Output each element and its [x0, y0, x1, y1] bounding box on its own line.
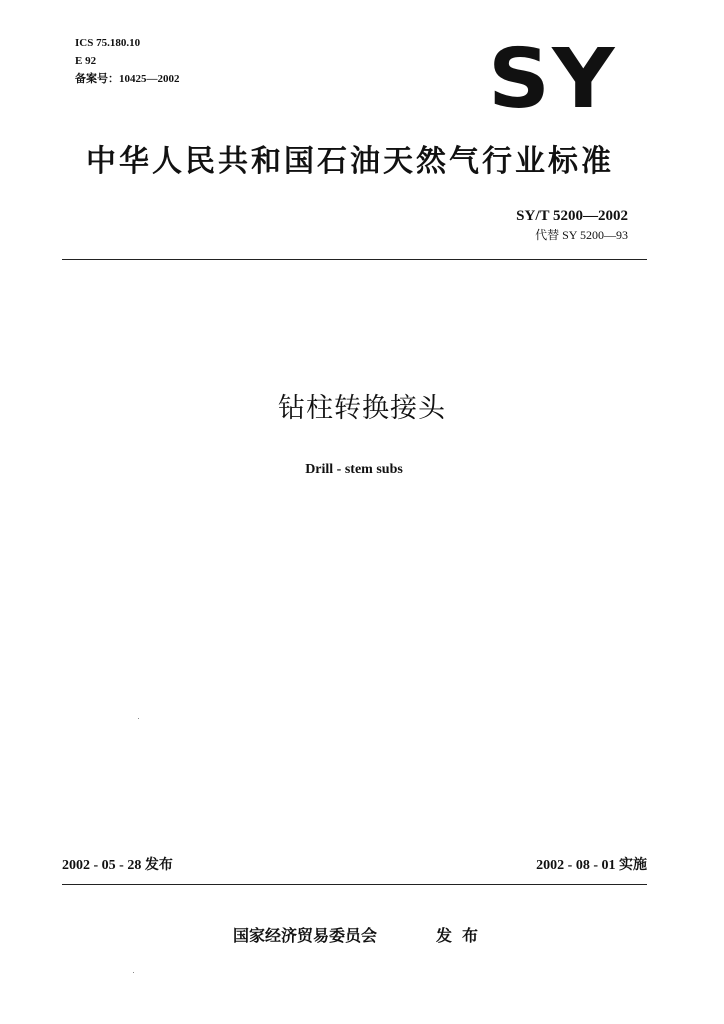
bottom-divider: [62, 884, 647, 885]
issuing-action: 发布: [436, 926, 489, 945]
replaces-standard: 代替 SY 5200—93: [535, 228, 628, 242]
top-divider: [62, 259, 647, 260]
document-title: 钻柱转换接头: [278, 393, 446, 424]
effective-date: 2002 - 08 - 01 实施: [536, 858, 647, 873]
record-number: 备案号：10425—2002: [75, 73, 180, 85]
scan-speck: [138, 718, 139, 719]
issuing-authority: 国家经济贸易委员会: [233, 926, 378, 945]
classification-block: [75, 34, 180, 88]
standard-code-block: [516, 206, 628, 244]
document-subtitle: Drill - stem subs: [305, 462, 403, 477]
class-code: E 92: [75, 55, 97, 67]
org-title: 中华人民共和国石油天然气行业标准: [86, 144, 614, 179]
scan-speck: [133, 972, 134, 973]
standard-number: SY/T 5200—2002: [516, 208, 628, 224]
issue-date: 2002 - 05 - 28 发布: [62, 858, 173, 873]
ics-code: ICS 75.180.10: [75, 37, 141, 49]
sy-logo: SY: [488, 32, 617, 127]
